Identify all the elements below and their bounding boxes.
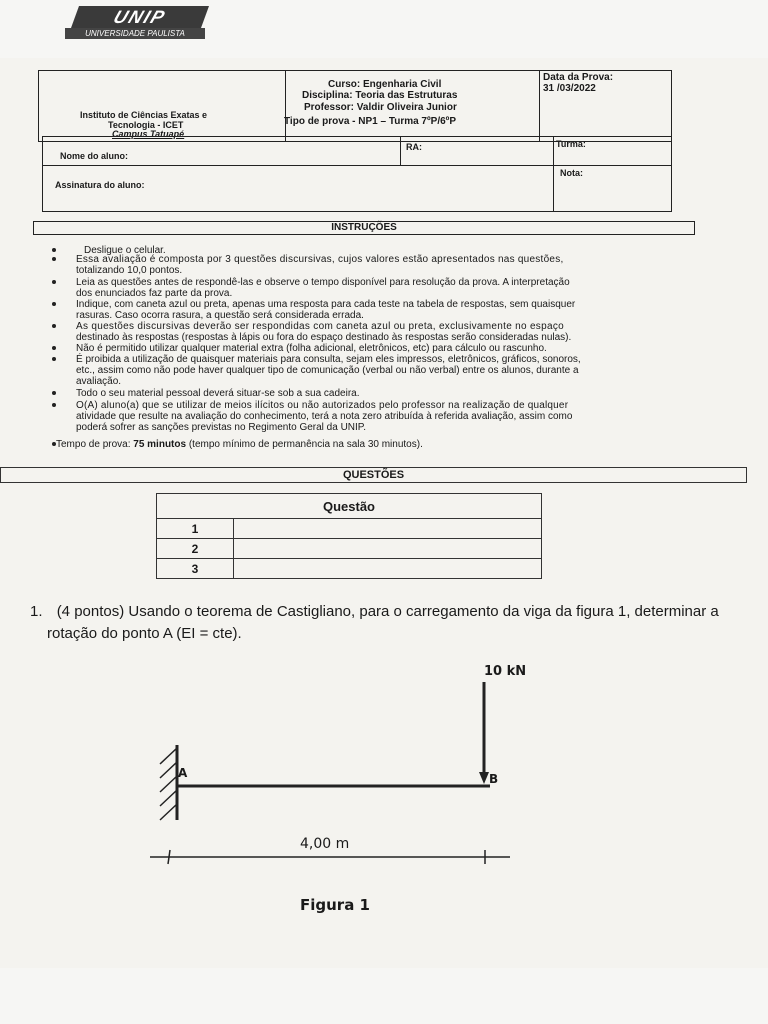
question-text: (4 pontos) Usando o teorema de Castigliano, para o carregamento da viga da figura 1, determinar a xyxy=(56,603,719,620)
question-number: 3 xyxy=(157,559,234,579)
university-name: UNIVERSIDADE PAULISTA xyxy=(65,28,205,39)
answer-table-header: Questão xyxy=(157,494,542,519)
signature-label: Assinatura do aluno: xyxy=(55,180,145,190)
question-text-2: rotação do ponto A (EI = cte). xyxy=(47,625,242,642)
instructions-title: INSTRUÇÕES xyxy=(33,221,695,235)
nota-label: Nota: xyxy=(560,168,583,178)
name-label: Nome do aluno: xyxy=(60,151,128,161)
ra-label: RA: xyxy=(406,142,422,152)
professor: Professor: Valdir Oliveira Junior xyxy=(304,102,457,113)
figure-caption: Figura 1 xyxy=(300,896,370,914)
date-value: 31 /03/2022 xyxy=(543,83,596,94)
questions-title: QUESTÕES xyxy=(0,467,747,483)
exam-type: Tipo de prova - NP1 – Turma 7ºP/6ºP xyxy=(284,116,456,127)
discipline: Disciplina: Teoria das Estruturas xyxy=(302,90,458,101)
question-number: 1. xyxy=(30,603,43,620)
support-hatch xyxy=(160,748,177,820)
length-label: 4,00 m xyxy=(300,836,350,852)
load-label: 10 kN xyxy=(484,664,527,679)
campus-name: Campus Tatuapé xyxy=(112,129,185,139)
course: Curso: Engenharia Civil xyxy=(328,79,442,90)
date-label: Data da Prova: xyxy=(543,72,614,83)
institute-name: Instituto de Ciências Exatas e xyxy=(80,110,208,120)
question-number: 2 xyxy=(157,539,234,559)
point-b-label: B xyxy=(489,772,499,786)
point-a-label: A xyxy=(178,766,188,780)
turma-label: Turma: xyxy=(556,139,586,149)
question-number: 1 xyxy=(157,519,234,539)
institute-name-2: Tecnologia - ICET xyxy=(108,120,184,130)
dimension-tick xyxy=(168,850,170,864)
unip-logo: UNIP xyxy=(71,6,209,28)
arrow-head-icon xyxy=(479,772,489,784)
